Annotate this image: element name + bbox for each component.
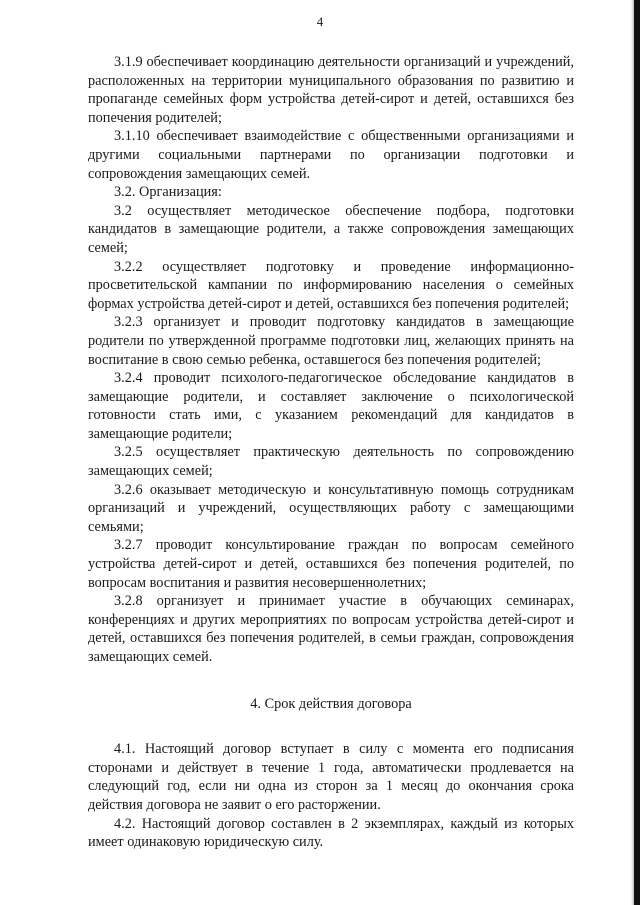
- scan-edge: [634, 0, 640, 905]
- paragraph-3-2-8: 3.2.8 организует и принимает участие в обучающих семинарах, конференциях и других мероприятиях по вопросам устройства детей-сирот и детей, оставшихся без попечения родителей, в семьи граждан, сопровождения замещающих семей.: [88, 593, 574, 665]
- paragraph-3-2-2: 3.2.2 осуществляет подготовку и проведение информационно-просветительской кампании по информированию населения о семейных формах устройства детей-сирот и детей, оставшихся без попечения родителей;: [88, 258, 574, 312]
- document-body: [88, 53, 574, 852]
- paragraph-3-2-6: 3.2.6 оказывает методическую и консультативную помощь сотрудникам организаций и учреждений, осуществляющих работу с замещающими семьями;: [88, 481, 574, 535]
- paragraph-3-2-3: 3.2.3 организует и проводит подготовку кандидатов в замещающие родители по утвержденной программе подготовки лиц, желающих принять на воспитание в свою семью ребенка, оставшегося без попечения родителей;: [88, 314, 574, 368]
- paragraph-3-2: 3.2 осуществляет методическое обеспечение подбора, подготовки кандидатов в замещающие родители, а также сопровождения замещающих семей;: [88, 202, 574, 256]
- page-number: 4: [316, 14, 324, 29]
- paragraph-4-2: 4.2. Настоящий договор составлен в 2 экземплярах, каждый из которых имеет одинаковую юридическую силу.: [88, 815, 574, 851]
- paragraph-3-2-7: 3.2.7 проводит консультирование граждан по вопросам семейного устройства детей-сирот и детей, оставшихся без попечения родителей, по вопросам воспитания и развития несовершеннолетних;: [88, 537, 574, 591]
- paragraph-3-1-9: 3.1.9 обеспечивает координацию деятельности организаций и учреждений, расположенных на территории муниципального образования по развитию и пропаганде семейных форм устройства детей-сирот и детей, оставшихся без попечения родителей;: [88, 54, 574, 126]
- paragraph-3-2-5: 3.2.5 осуществляет практическую деятельность по сопровождению замещающих семей;: [88, 444, 574, 480]
- paragraph-3-1-10: 3.1.10 обеспечивает взаимодействие с общественными организациями и другими социальными партнерами по организации подготовки и сопровождения замещающих семей.: [88, 128, 574, 182]
- section-4-title: 4. Срок действия договора: [250, 695, 412, 712]
- paragraph-3-2-4: 3.2.4 проводит психолого-педагогическое обследование кандидатов в замещающие родители, и составляет заключение о психологической готовности стать ими, с указанием рекомендаций для кандидатов в замещающие родители;: [88, 370, 574, 442]
- paragraph-3-2-heading: 3.2. Организация:: [114, 184, 222, 201]
- paragraph-4-1: 4.1. Настоящий договор вступает в силу с момента его подписания сторонами и действует в течение 1 года, автоматически продлевается на следующий год, если ни одна из сторон за 1 месяц до окончания срока действия договора не заявит о его расторжении.: [88, 741, 574, 813]
